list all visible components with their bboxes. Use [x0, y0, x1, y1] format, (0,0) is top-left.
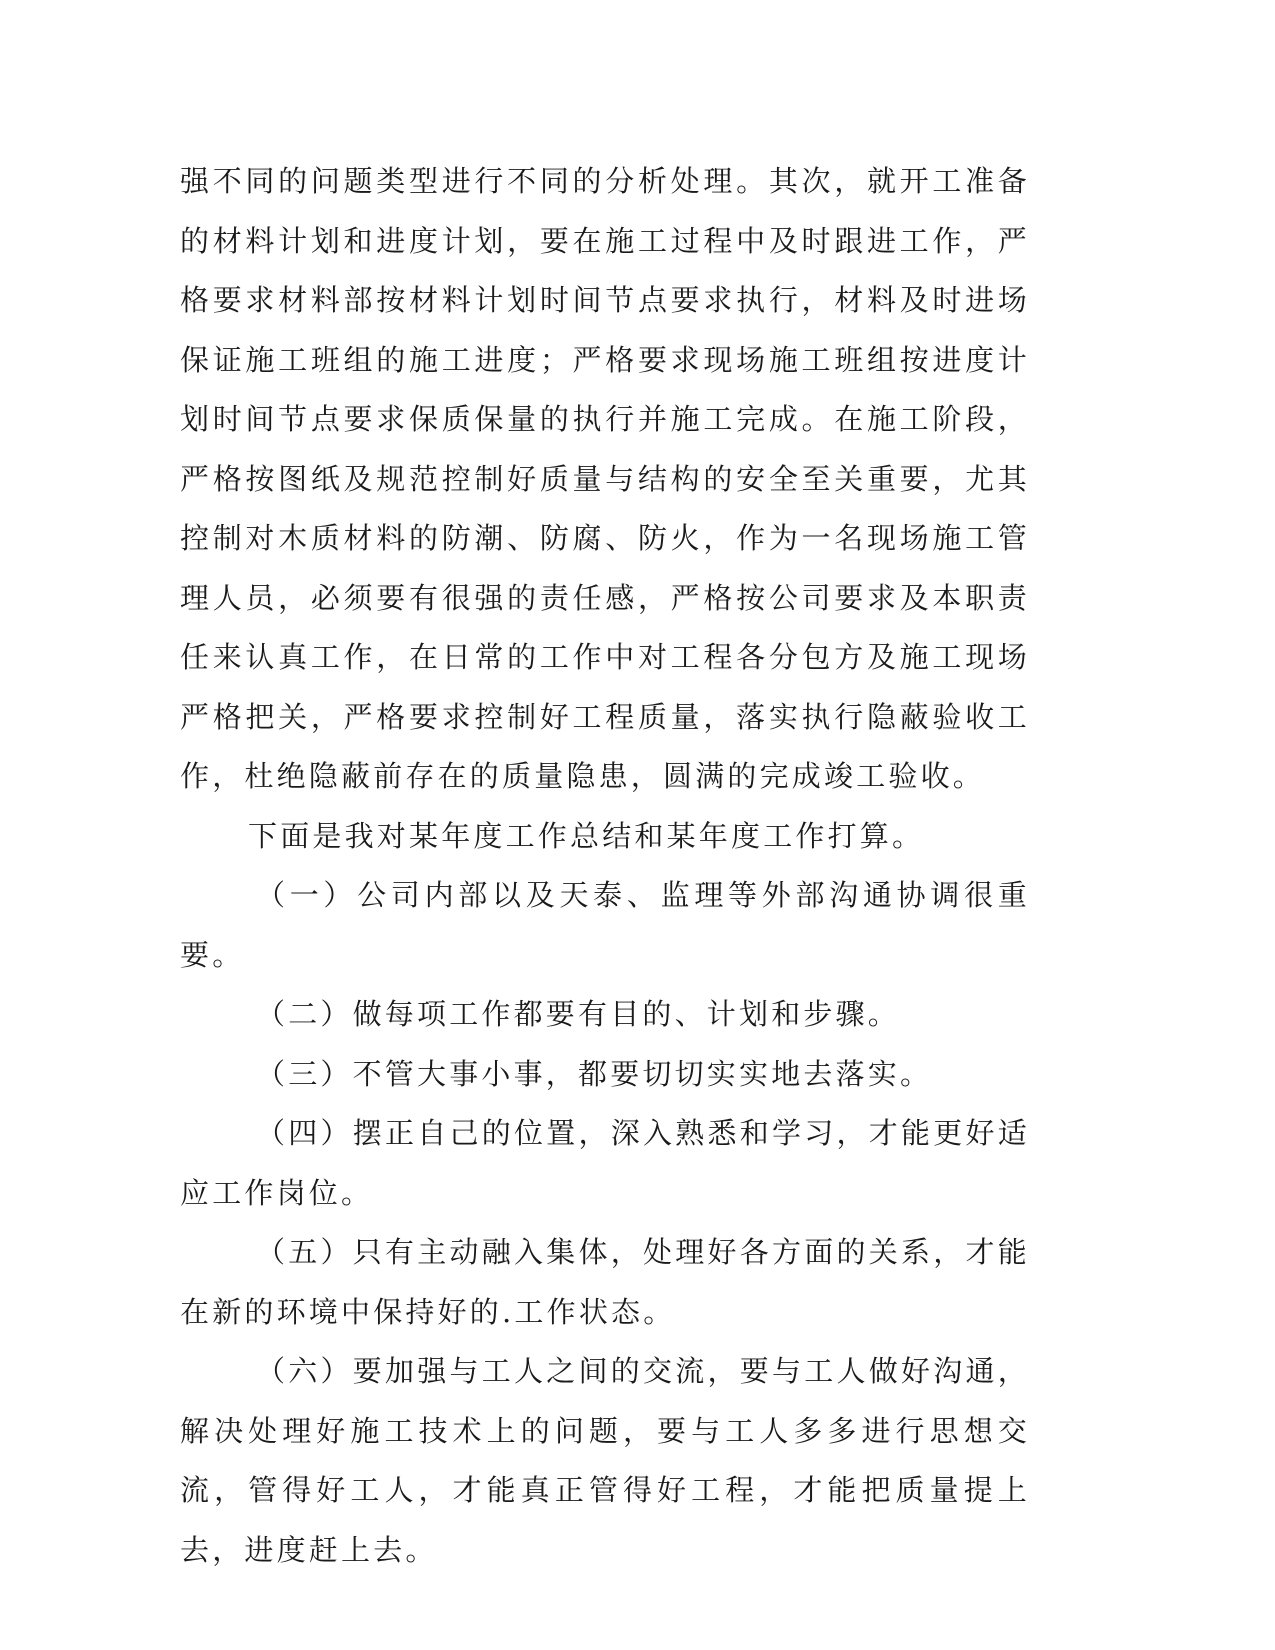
- list-item: （五）只有主动融入集体，处理好各方面的关系，才能在新的环境中保持好的.工作状态。: [180, 1235, 1030, 1329]
- list-item: （三）不管大事小事，都要切切实实地去落实。: [256, 1056, 933, 1091]
- document-body: [180, 152, 1030, 1580]
- list-item: （一）公司内部以及天泰、监理等外部沟通协调很重要。: [180, 878, 1030, 972]
- intro-paragraph: 下面是我对某年度工作总结和某年度工作打算。: [248, 818, 925, 853]
- list-item: （二）做每项工作都要有目的、计划和步骤。: [256, 997, 901, 1031]
- list-item: （六）要加强与工人之间的交流，要与工人做好沟通，解决处理好施工技术上的问题，要与工人多多进行思想交流，管得好工人，才能真正管得好工程，才能把质量提上去，进度赶上去。: [180, 1354, 1030, 1567]
- list-item: （四）摆正自己的位置，深入熟悉和学习，才能更好适应工作岗位。: [180, 1116, 1030, 1210]
- body-paragraph: 强不同的问题类型进行不同的分析处理。其次，就开工准备的材料计划和进度计划，要在施工过程中及时跟进工作，严格要求材料部按材料计划时间节点要求执行，材料及时进场保证施工班组的施工进度；严格要求现场施工班组按进度计划时间节点要求保质保量的执行并施工完成。在施工阶段，严格按图纸及规范控制好质量与结构的安全至关重要，尤其控制对木质材料的防潮、防腐、防火，作为一名现场施工管理人员，必须要有很强的责任感，严格按公司要求及本职责任来认真工作，在日常的工作中对工程各分包方及施工现场严格把关，严格要求控制好工程质量，落实执行隐蔽验收工作，杜绝隐蔽前存在的质量隐患，圆满的完成竣工验收。: [180, 164, 1030, 793]
